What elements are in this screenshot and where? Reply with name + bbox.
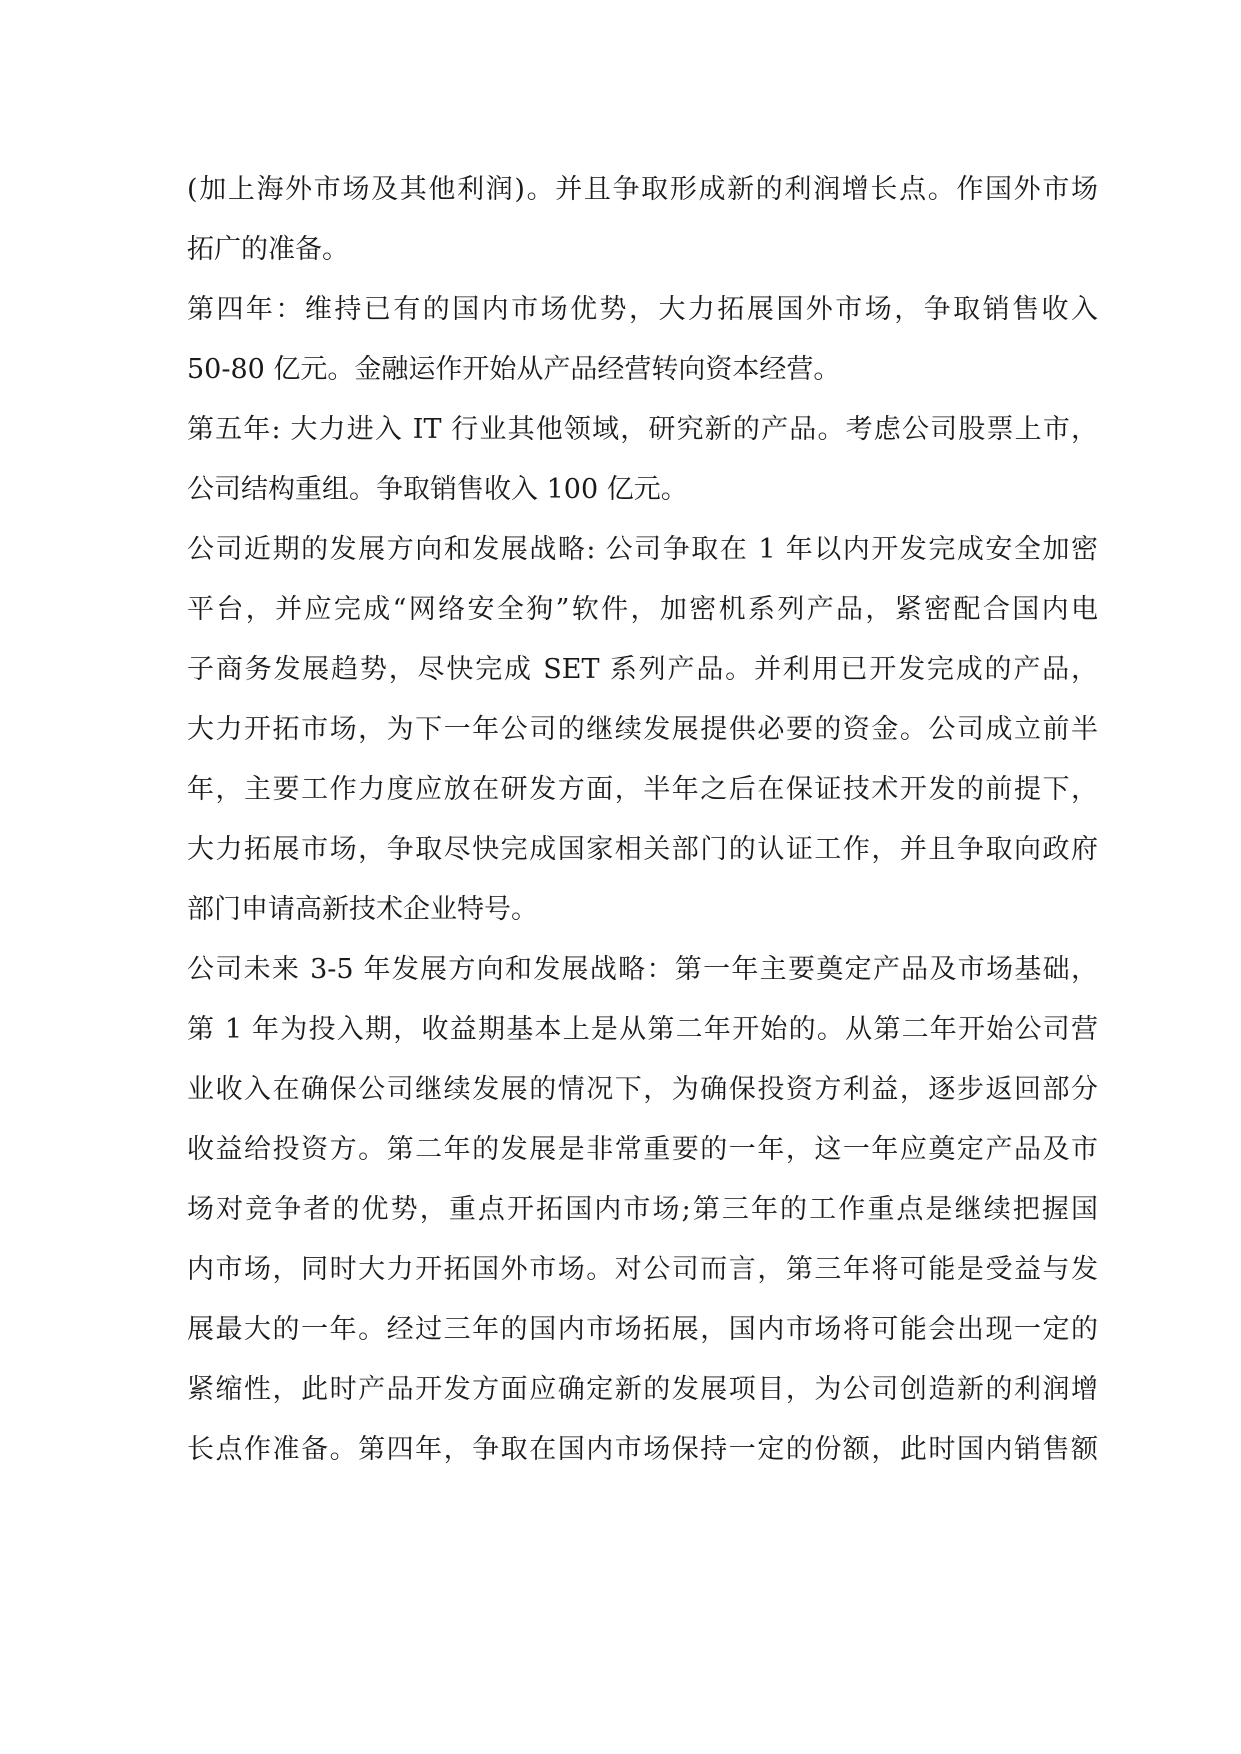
text-line: 子商务发展趋势，尽快完成 SET 系列产品。并利用已开发完成的产品，: [187, 654, 1098, 685]
body-text: [187, 160, 1098, 1480]
text-line: 大力开拓市场，为下一年公司的继续发展提供必要的资金。公司成立前半: [187, 714, 1098, 745]
text-line: 年，主要工作力度应放在研发方面，半年之后在保证技术开发的前提下，: [187, 774, 1098, 805]
text-line: 第五年: 大力进入 IT 行业其他领域，研究新的产品。考虑公司股票上市，: [187, 414, 1098, 445]
text-line: 场对竞争者的优势，重点开拓国内市场;第三年的工作重点是继续把握国: [187, 1194, 1098, 1225]
text-line: 部门申请高新技术企业特号。: [187, 894, 538, 925]
text-line: 展最大的一年。经过三年的国内市场拓展，国内市场将可能会出现一定的: [187, 1314, 1098, 1345]
text-line: 50-80 亿元。金融运作开始从产品经营转向资本经营。: [187, 354, 841, 385]
text-line: 公司近期的发展方向和发展战略: 公司争取在 1 年以内开发完成安全加密: [187, 534, 1098, 565]
text-line: 紧缩性，此时产品开发方面应确定新的发展项目，为公司创造新的利润增: [187, 1374, 1098, 1405]
text-line: 公司结构重组。争取销售收入 100 亿元。: [187, 474, 688, 505]
text-line: 平台，并应完成“网络安全狗”软件，加密机系列产品，紧密配合国内电: [187, 594, 1098, 625]
text-line: (加上海外市场及其他利润)。并且争取形成新的利润增长点。作国外市场: [187, 174, 1098, 205]
text-line: 第四年：维持已有的国内市场优势，大力拓展国外市场，争取销售收入: [187, 294, 1098, 325]
text-line: 业收入在确保公司继续发展的情况下，为确保投资方利益，逐步返回部分: [187, 1074, 1098, 1105]
text-line: 拓广的准备。: [187, 234, 349, 265]
text-line: 内市场，同时大力开拓国外市场。对公司而言，第三年将可能是受益与发: [187, 1254, 1098, 1285]
text-line: 收益给投资方。第二年的发展是非常重要的一年，这一年应奠定产品及市: [187, 1134, 1098, 1165]
text-line: 大力拓展市场，争取尽快完成国家相关部门的认证工作，并且争取向政府: [187, 834, 1098, 865]
text-line: 长点作准备。第四年，争取在国内市场保持一定的份额，此时国内销售额: [187, 1434, 1098, 1465]
text-line: 第 1 年为投入期，收益期基本上是从第二年开始的。从第二年开始公司营: [187, 1014, 1098, 1045]
text-line: 公司未来 3-5 年发展方向和发展战略：第一年主要奠定产品及市场基础，: [187, 954, 1098, 985]
